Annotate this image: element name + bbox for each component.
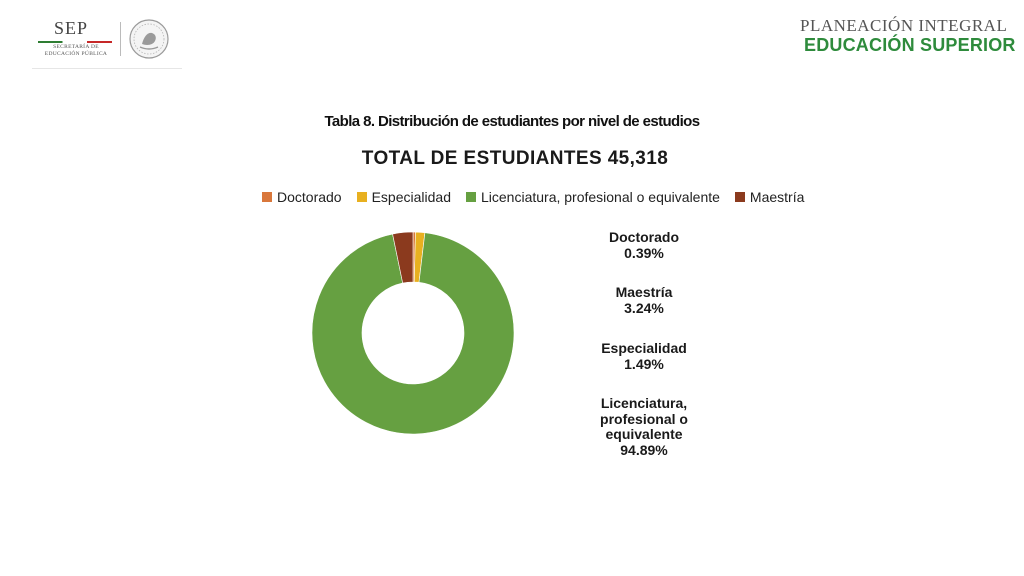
planeacion-brand [800,16,1016,56]
table-title: Tabla 8. Distribución de estudiantes por nivel de estudios [324,113,700,130]
data-label-value: 1.49% [624,355,664,372]
data-label-licenciatura [564,396,724,458]
logo-divider [120,22,121,56]
legend-item-licenciatura [466,189,720,205]
legend-label: Licenciatura, profesional o equivalente [480,189,720,205]
legend-label: Especialidad [371,189,451,205]
legend-item-especialidad [357,189,451,205]
data-label-name: Maestría [615,284,673,300]
data-label-doctorado [564,230,724,261]
data-label-value: 3.24% [624,299,664,316]
brand-top-text: PLANEACIÓN INTEGRAL [800,16,1008,35]
sep-logo-text: SEP [54,18,89,38]
sep-logo-subtitle: SECRETARÍA DE EDUCACIÓN PÚBLICA [44,44,108,57]
mexico-seal-icon [128,18,170,60]
data-label-value: 94.89% [620,441,668,458]
data-label-maestria [564,285,724,316]
chart-legend [262,189,804,205]
sep-logo [32,14,182,69]
legend-item-maestria [735,189,804,205]
chart-title: TOTAL DE ESTUDIANTES 45,318 [361,148,669,169]
legend-label: Maestría [749,189,805,205]
data-label-name-line: profesional o [600,410,688,427]
legend-swatch [262,192,272,202]
sep-logo-flag-line [38,41,112,43]
data-label-name-line: equivalente [605,426,683,442]
legend-swatch [735,192,745,202]
legend-item-doctorado [262,189,342,205]
legend-swatch [466,192,476,202]
brand-bottom-text: EDUCACIÓN SUPERIOR [804,35,1016,55]
legend-label: Doctorado [277,189,342,205]
data-label-name: Doctorado [609,229,679,245]
data-label-name-line: Licenciatura, [600,395,688,411]
data-label-especialidad [564,341,724,372]
data-label-name: Especialidad [601,340,687,356]
data-label-value: 0.39% [624,244,664,261]
donut-chart [310,230,516,436]
legend-swatch [357,192,367,202]
